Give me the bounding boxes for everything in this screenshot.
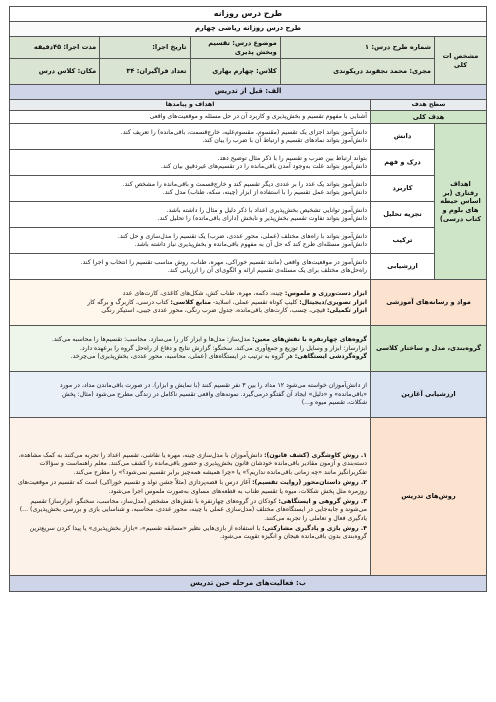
section-during-teaching: ب: فعالیت‌های مرحله حین تدریس [10, 576, 487, 592]
behavioral-goals-label: اهداف رفتاری (بر اساس حیطه های بلوم و کتاب درسی) [435, 124, 487, 280]
section-before-teaching: الف: قبل از تدریس [10, 85, 487, 100]
level-understanding: درک و فهم [371, 150, 435, 176]
teacher: مجری: محمد نجفوند دریکوندی [280, 59, 434, 85]
teaching-methods-content: ۱. روش کاوشگری (کشف قانون): دانش‌آموزان با مدل‌سازی چینه، مهره یا نقاشی، تقسیم اعداد را تجربه می‌کنند به کمک مشاهده، دسته‌بندی و آزمون مقادیر باقی‌مانده خودشان قانون بخش‌پذیری و حضور باقی‌مانده را کشف می‌کنند. معلم راهنماست و سؤالات تفکربرانگیز مانند «چه زمانی باقی‌مانده نداریم؟» یا «چرا همیشه همه‌چیز برابر تقسیم نمی‌شود؟» را مطرح می‌کند. ۲. روش داستان‌محور (روایت تقسیم): آغاز درس با قصه‌پردازی (مثلاً جشن تولد و تقسیم خوراکی) است که تقسیم در موقعیت‌های روزمره مثل پخش شکلات، میوه یا تقسیم طناب به قطعه‌های مساوی به‌صورت ملموس اجرا می‌شود. ۳. روش گروهی و ایستگاهی: کودکان در گروه‌های چهارنفره با نقش‌های مشخص (مدل‌ساز، محاسب، سخنگو، ابزارساز) تقسیم می‌شوند و جابه‌جایی در ایستگاه‌های مختلف (مدل‌سازی عملی با چینه، محور عددی، محاسبه، و شناسایی بازی و بررسی بخش‌پذیری) ...) یادگیری فعال و تعاملی را تجربه می‌کنند. ۴. روش بازی و یادگیری مشارکتی: با استفاده از بازی‌هایی نظیر «مسابقه تقسیم»، «بازار بخش‌پذیری» یا پیدا کردن سریع‌ترین گروه‌بندی بدون باقی‌مانده هیجان و انگیزه تقویت می‌شود. [10, 418, 371, 576]
materials-label: مواد و رسانه‌های آموزشی [371, 280, 487, 326]
general-goal-text: آشنایی با مفهوم تقسیم و بخش‌پذیری و کاربرد آن در حل مسئله و موقعیت‌های واقعی [10, 111, 371, 124]
class-name: کلاس: چهارم بهاری [190, 59, 280, 85]
initial-assessment-label: ارزشیابی آغازین [371, 372, 487, 418]
initial-assessment-content: از دانش‌آموزان خواسته می‌شود ۱۲ مداد را بین ۳ نفر تقسیم کنند (با نمایش و ابزار). در صورت باقی‌ماندن مداد، در مورد «باقی‌مانده» و «دلیل» ایجاد آن گفتگو درمی‌گیرد. نمونه‌های واقعی تقسیم ناکامل در زندگی مطرح می‌شود (مثال: پخش شکلات، تقسیم میوه و...) [10, 372, 371, 418]
materials-content: ابزار دست‌ورزی و ملموس: چینه، دکمه، مهره، طناب کش، شکل‌های کاغذی، کارت‌های عدد ابزار تصویری/دیجیتال: کلیپ کوتاه تقسیم عملی، اسلاید- منابع کلاسی: کتاب درسی، کاربرگ و برگه کار ابزار تکمیلی: قیچی، چسب، کارت‌های باقی‌مانده، جدول ضرب رنگی، محور عددی جیبی، استیکر رنگی [10, 280, 371, 326]
execution-date: تاریخ اجرا: [100, 37, 190, 59]
level-synthesis: ترکیب [371, 228, 435, 254]
grouping-content: گروه‌های چهارنفره با نقش‌های معین: مدل‌ساز: مدل‌ها و ابزار کار را می‌سازد. محاسب: تقسیم‌ها را محاسبه می‌کند. ابزارساز: ابزار و وسایل را توزیع و جمع‌آوری می‌کند. سخنگو: گزارش نتایج و دفاع از راه‌حل گروه را برعهده دارد. گروه‌گردشی ایستگاهی: هر گروه به ترتیب در ایستگاه‌های (عملی، محاسبه، محور عددی، بخش‌پذیری) می‌چرخد. [10, 326, 371, 372]
level-knowledge: دانش [371, 124, 435, 150]
level-analysis: تجزیه تحلیل [371, 202, 435, 228]
location: مکان: کلاس درس [10, 59, 100, 85]
general-specs-label: مشخص ات کلی [435, 37, 487, 85]
goals-synthesis: دانش‌آموز بتواند با راه‌های مختلف (عملی، محور عددی، ضرب) یک تقسیم را مدل‌سازی و حل کند. دانش‌آموز مسئله‌ای طرح کند که حل آن به مفهوم باقی‌مانده و بخش‌پذیری نیاز داشته باشد. [10, 228, 371, 254]
plan-subtitle: طرح درس روزانه ریاضی چهارم [10, 22, 487, 37]
student-count: تعداد فراگیران: ۳۴ [100, 59, 190, 85]
goals-analysis: دانش‌آموز توانایی تشخیص بخش‌پذیری اعداد با ذکر دلیل و مثال را داشته باشد. دانش‌آموز بتواند تفاوت تقسیم بخش‌پذیر و نابخش (دارای باقی‌مانده) را تحلیل کند. [10, 202, 371, 228]
general-goal-label: هدف کلی [371, 111, 487, 124]
teaching-methods-label: روش‌های تدریس [371, 418, 487, 576]
grouping-label: گروه‌بندی، مدل و ساختار کلاسی [371, 326, 487, 372]
goals-understanding: بتواند ارتباط بین ضرب و تقسیم را با ذکر مثال توضیح دهد. دانش‌آموز بتواند علت به‌وجود آمدن باقی‌مانده را در تقسیم‌های غیردقیق بیان کند. [10, 150, 371, 176]
subject: موضوع درس: تقسیم وبخش پذیری [190, 37, 280, 59]
goal-level-header: سطح هدف [371, 100, 487, 111]
document-title: طرح درس روزانه [9, 6, 487, 21]
goals-application: دانش‌آموز بتواند یک عدد را بر عددی دیگر تقسیم کند و خارج‌قسمت و باقی‌مانده را مشخص کند. دانش‌آموز بتواند عمل تقسیم را با استفاده از ابزار (چینه، سکه، طناب) مدل کند. [10, 176, 371, 202]
goals-knowledge: دانش‌آموز بتواند اجزای یک تقسیم (مقسوم، مقسوم‌علیه، خارج‌قسمت، باقی‌مانده) را تعریف کند. دانش‌آموز بتواند نمادهای تقسیم و ارتباط آن با ضرب را بیان کند. [10, 124, 371, 150]
goals-header: اهداف و پیامدها [10, 100, 371, 111]
lesson-plan-table [9, 21, 487, 592]
duration: مدت اجرا: ۴۵دقیقه [10, 37, 100, 59]
level-evaluation: ارزشیابی [371, 254, 435, 280]
lesson-plan-page [9, 0, 487, 592]
goals-evaluation: دانش‌آموز در موقعیت‌های واقعی (مانند تقسیم خوراکی، مهره، طناب، روش مناسب تقسیم را انتخاب و اجرا کند. راه‌حل‌های مختلف برای یک مسئله‌ی تقسیم ارائه و الگوی‌ای آن را ارزیابی کند. [10, 254, 371, 280]
plan-number: شماره طرح درس: ۱ [280, 37, 434, 59]
level-application: کاربرد [371, 176, 435, 202]
